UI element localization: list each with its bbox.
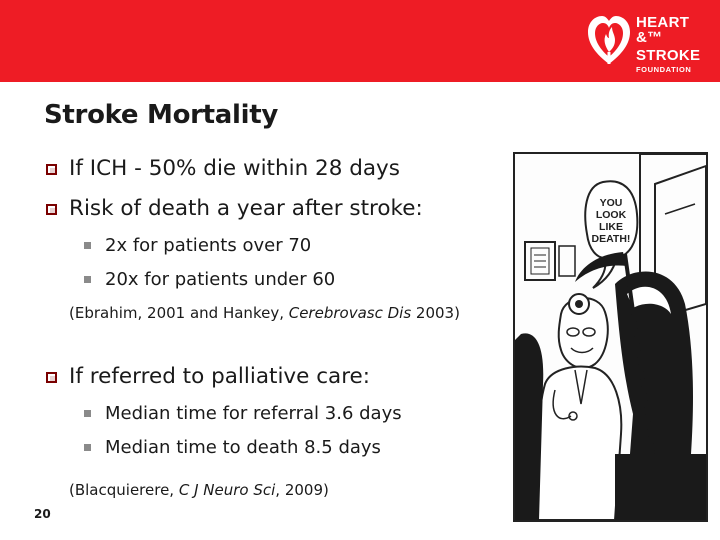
- speech-line-3: LIKE: [599, 221, 623, 233]
- citation-blacquierere: [69, 481, 329, 499]
- sub-bullet-text: Median time to death 8.5 days: [105, 437, 381, 458]
- heart-flame-icon: [586, 12, 632, 68]
- bullet-ich: [46, 156, 400, 181]
- sub-bullet-text: Median time for referral 3.6 days: [105, 403, 402, 424]
- logo-line-foundation: FOUNDATION: [636, 65, 692, 74]
- square-bullet-icon: [84, 410, 91, 417]
- sub-bullet-death-time: [84, 437, 381, 458]
- citation-text: (Ebrahim, 2001 and Hankey,: [69, 304, 289, 322]
- square-bullet-icon: [84, 242, 91, 249]
- bullet-text: Risk of death a year after stroke:: [69, 196, 423, 221]
- bullet-palliative-care: [46, 364, 370, 389]
- checkbox-bullet-icon: [46, 372, 57, 383]
- citation-text: 2003): [411, 304, 460, 322]
- sub-bullet-text: 20x for patients under 60: [105, 269, 336, 290]
- grim-reaper-doctor-cartoon: [515, 154, 706, 520]
- logo-line-heart: HEART &™: [636, 14, 690, 46]
- citation-text: , 2009): [275, 481, 329, 499]
- bullet-text: If referred to palliative care:: [69, 364, 371, 389]
- checkbox-bullet-icon: [46, 164, 57, 175]
- checkbox-bullet-icon: [46, 204, 57, 215]
- citation-ebrahim-hankey: [69, 304, 460, 322]
- heart-and-stroke-logo: [584, 10, 714, 74]
- bullet-risk-of-death: [46, 196, 423, 221]
- citation-journal: C J Neuro Sci: [178, 481, 276, 499]
- speech-line-1: YOU: [599, 197, 623, 209]
- cartoon-illustration: [513, 152, 708, 522]
- logo-line-stroke: STROKE: [636, 47, 701, 64]
- slide-title: Stroke Mortality: [44, 100, 279, 130]
- bullet-text: If ICH - 50% die within 28 days: [69, 156, 400, 181]
- header-bar: [0, 0, 720, 82]
- square-bullet-icon: [84, 276, 91, 283]
- citation-journal: Cerebrovasc Dis: [288, 304, 412, 322]
- sub-bullet-over-70: [84, 235, 311, 256]
- citation-text: (Blacquierere,: [69, 481, 179, 499]
- speech-line-4: DEATH!: [591, 233, 631, 245]
- square-bullet-icon: [84, 444, 91, 451]
- page-number: 20: [34, 507, 51, 521]
- sub-bullet-under-60: [84, 269, 335, 290]
- logo-text: [636, 15, 714, 74]
- sub-bullet-referral-time: [84, 403, 402, 424]
- speech-line-2: LOOK: [595, 209, 627, 221]
- sub-bullet-text: 2x for patients over 70: [105, 235, 312, 256]
